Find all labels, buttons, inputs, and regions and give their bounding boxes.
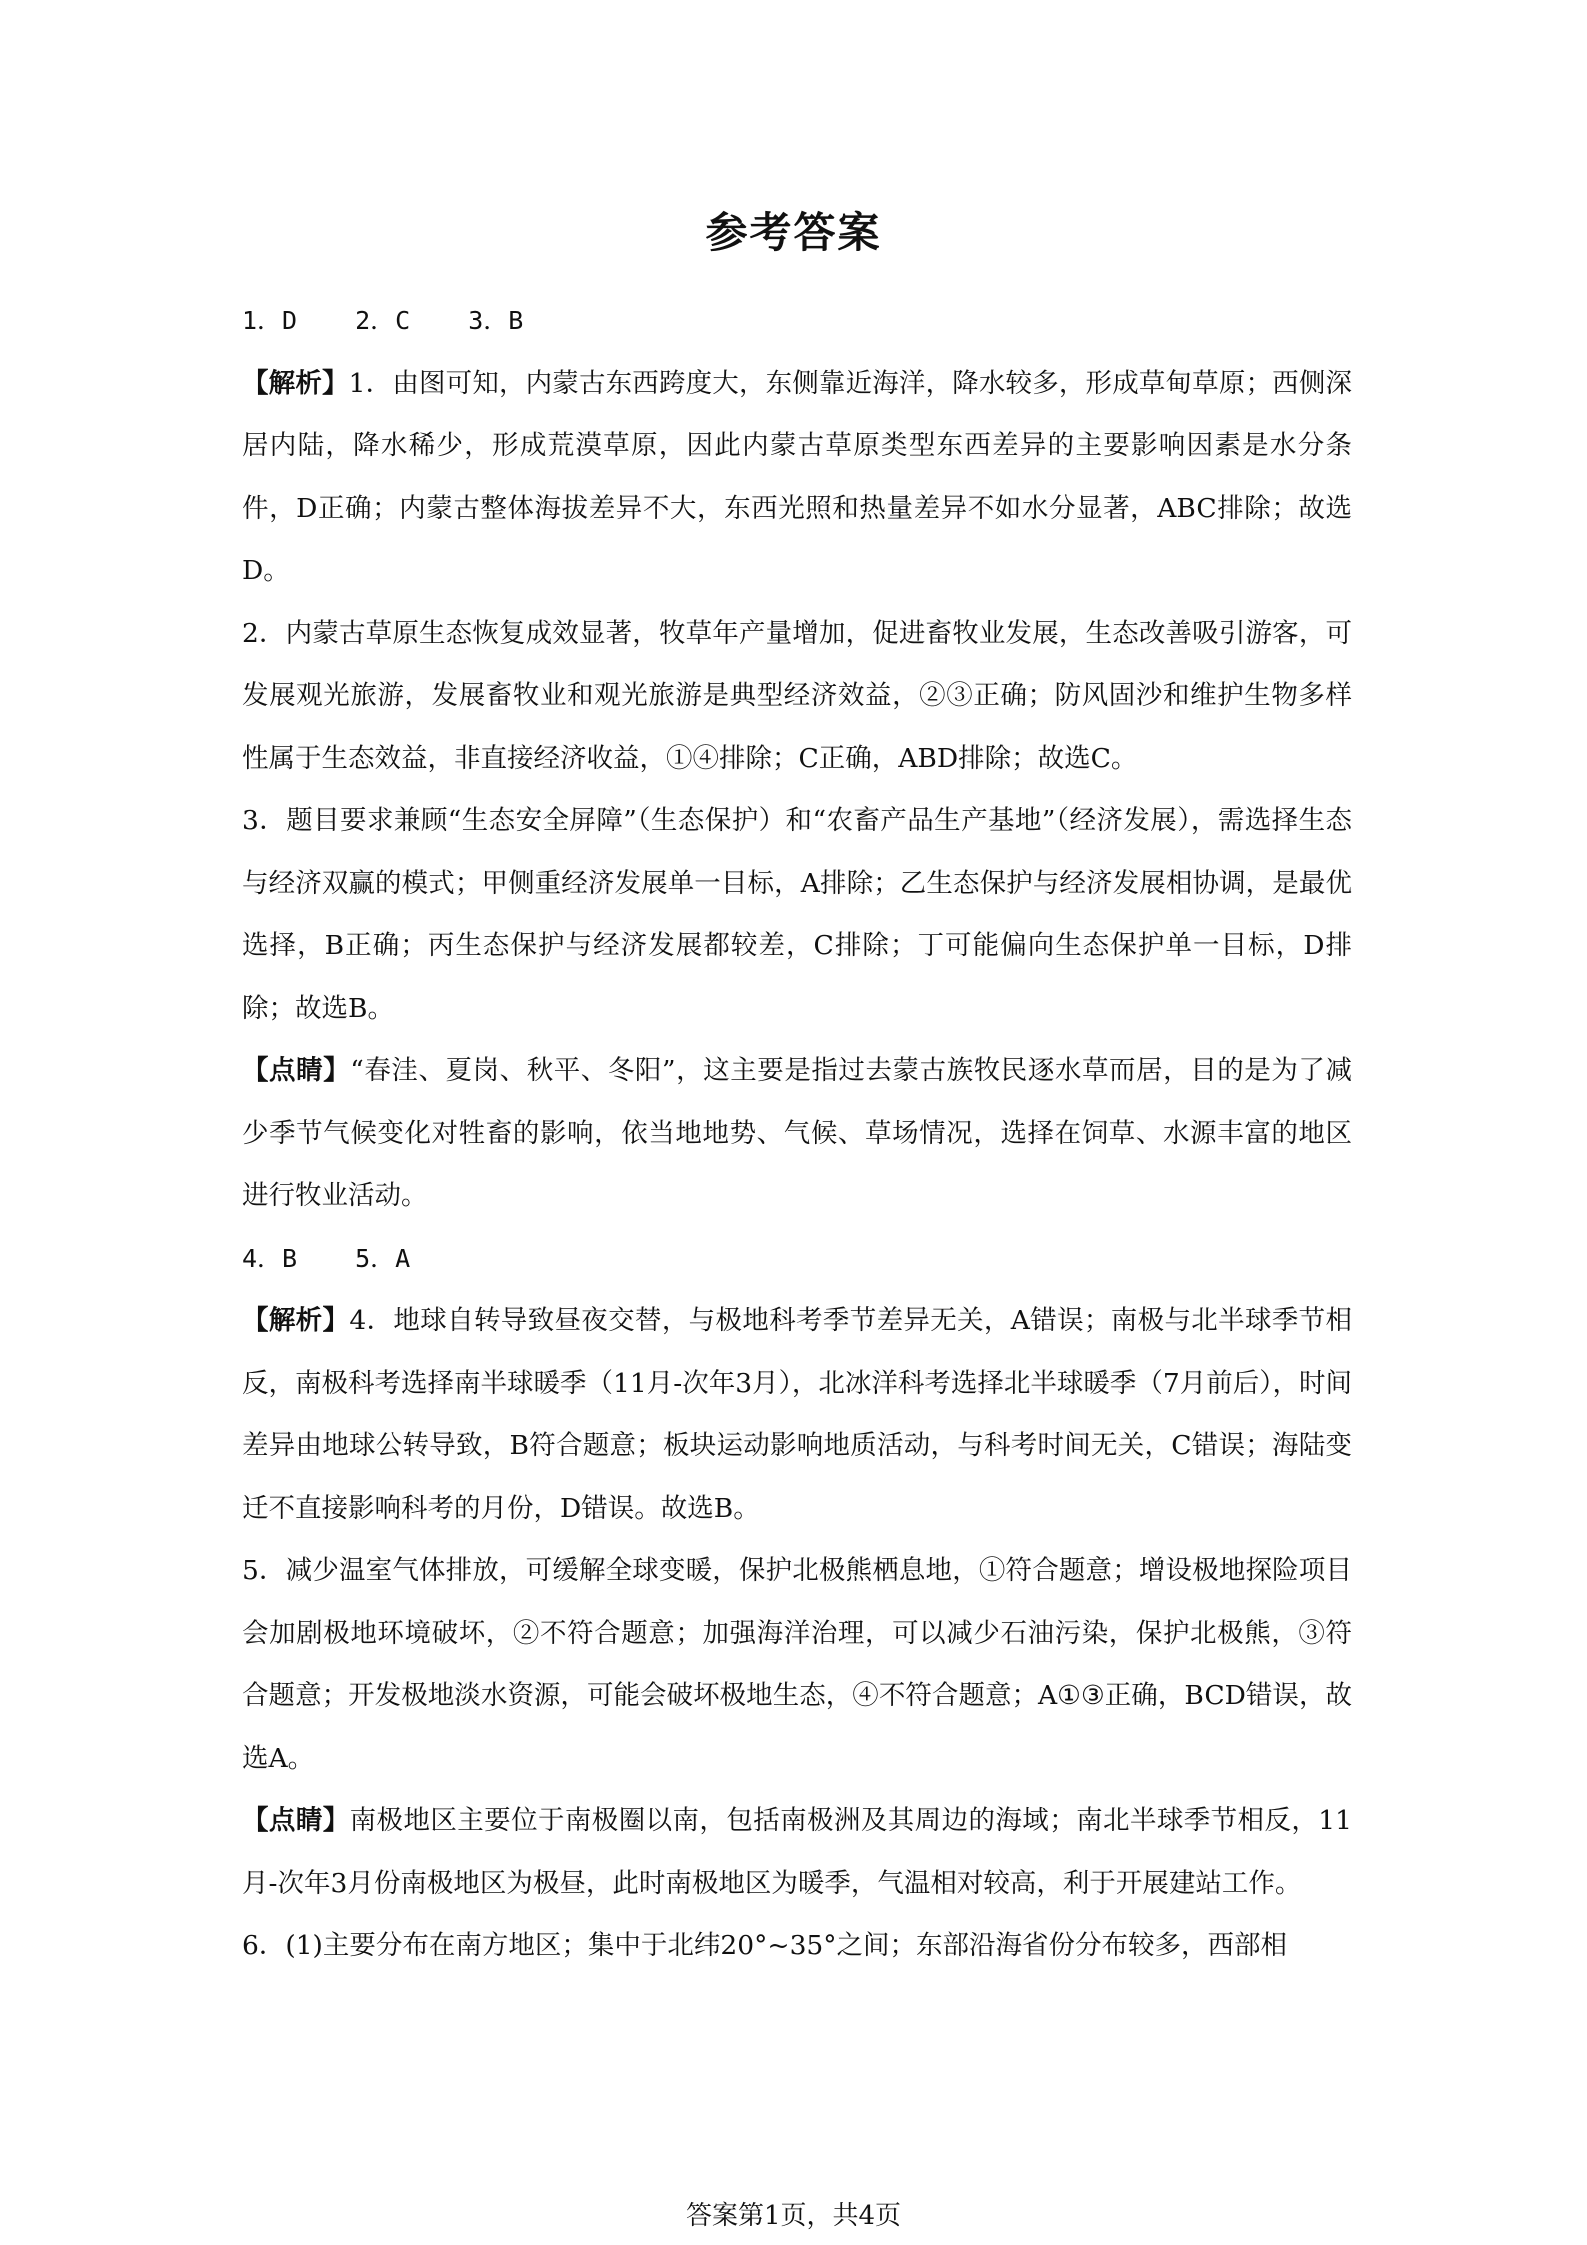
analysis-paragraph: 2．内蒙古草原生态恢复成效显著，牧草年产量增加，促进畜牧业发展，生态改善吸引游客，可发展观光旅游，发展畜牧业和观光旅游是典型经济效益，②③正确；防风固沙和维护生物多样性属于生态效益，非直接经济收益，①④排除；C正确，ABD排除；故选C。: [242, 617, 1352, 774]
analysis-paragraph: [242, 1290, 1352, 1540]
analysis-text: 4．地球自转导致昼夜交替，与极地科考季节差异无关，A错误；南极与北半球季节相反，南极科考选择南半球暖季（11月-次年3月），北冰洋科考选择北半球暖季（7月前后），时间差异由地球公转导致，B符合题意；板块运动影响地质活动，与科考时间无关，C错误；海陆变迁不直接影响科考的月份，D错误。故选B。: [242, 1305, 1353, 1524]
tip-text: “春洼、夏岗、秋平、冬阳”，这主要是指过去蒙古族牧民逐水草而居，目的是为了减少季节气候变化对牲畜的影响，依当地地势、气候、草场情况，选择在饲草、水源丰富的地区进行牧业活动。: [242, 1055, 1352, 1211]
answer-keys-4-5: [242, 1228, 1352, 1291]
answer-key: 2．C: [355, 306, 411, 335]
answer-key: 4．B: [242, 1243, 298, 1273]
answer-key: 3．B: [468, 306, 524, 335]
analysis-text: 1．由图可知，内蒙古东西跨度大，东侧靠近海洋，降水较多，形成草甸草原；西侧深居内陆，降水稀少，形成荒漠草原，因此内蒙古草原类型东西差异的主要影响因素是水分条件，D正确；内蒙古整体海拔差异不大，东西光照和热量差异不如水分显著，ABC排除；故选D。: [242, 367, 1352, 586]
tip-paragraph: [242, 1790, 1352, 1915]
analysis-paragraph: 5．减少温室气体排放，可缓解全球变暖，保护北极熊栖息地，①符合题意；增设极地探险项目会加剧极地环境破坏，②不符合题意；加强海洋治理，可以减少石油污染，保护北极熊，③符合题意；开发极地淡水资源，可能会破坏极地生态，④不符合题意；A①③正确，BCD错误，故选A。: [242, 1555, 1352, 1774]
tip-text: 南极地区主要位于南极圈以南，包括南极洲及其周边的海域；南北半球季节相反，11月-次年3月份南极地区为极昼，此时南极地区为暖季，气温相对较高，利于开展建站工作。: [242, 1805, 1352, 1899]
analysis-tag: 【解析】: [242, 1305, 350, 1336]
analysis-paragraph: [242, 353, 1352, 603]
answer-keys-1-3: [242, 290, 1352, 353]
answer-key: 1．D: [242, 306, 298, 335]
analysis-tag: 【解析】: [242, 367, 349, 399]
page-footer: 答案第1页，共4页: [685, 2201, 902, 2231]
tip-tag: 【点睛】: [242, 1055, 351, 1086]
answer-content: [242, 290, 1352, 1978]
question-6-paragraph: 6．(1)主要分布在南方地区；集中于北纬20°~35°之间；东部沿海省份分布较多，西部相: [242, 1930, 1288, 1961]
analysis-paragraph: 3．题目要求兼顾“生态安全屏障”（生态保护）和“农畜产品生产基地”（经济发展），需选择生态与经济双赢的模式；甲侧重经济发展单一目标，A排除；乙生态保护与经济发展相协调，是最优选择，B正确；丙生态保护与经济发展都较差，C排除；丁可能偏向生态保护单一目标，D排除；故选B。: [242, 805, 1352, 1024]
page-title: 参考答案: [705, 208, 882, 257]
answer-key: 5．A: [355, 1243, 411, 1273]
tip-paragraph: [242, 1040, 1352, 1228]
tip-tag: 【点睛】: [242, 1805, 350, 1836]
